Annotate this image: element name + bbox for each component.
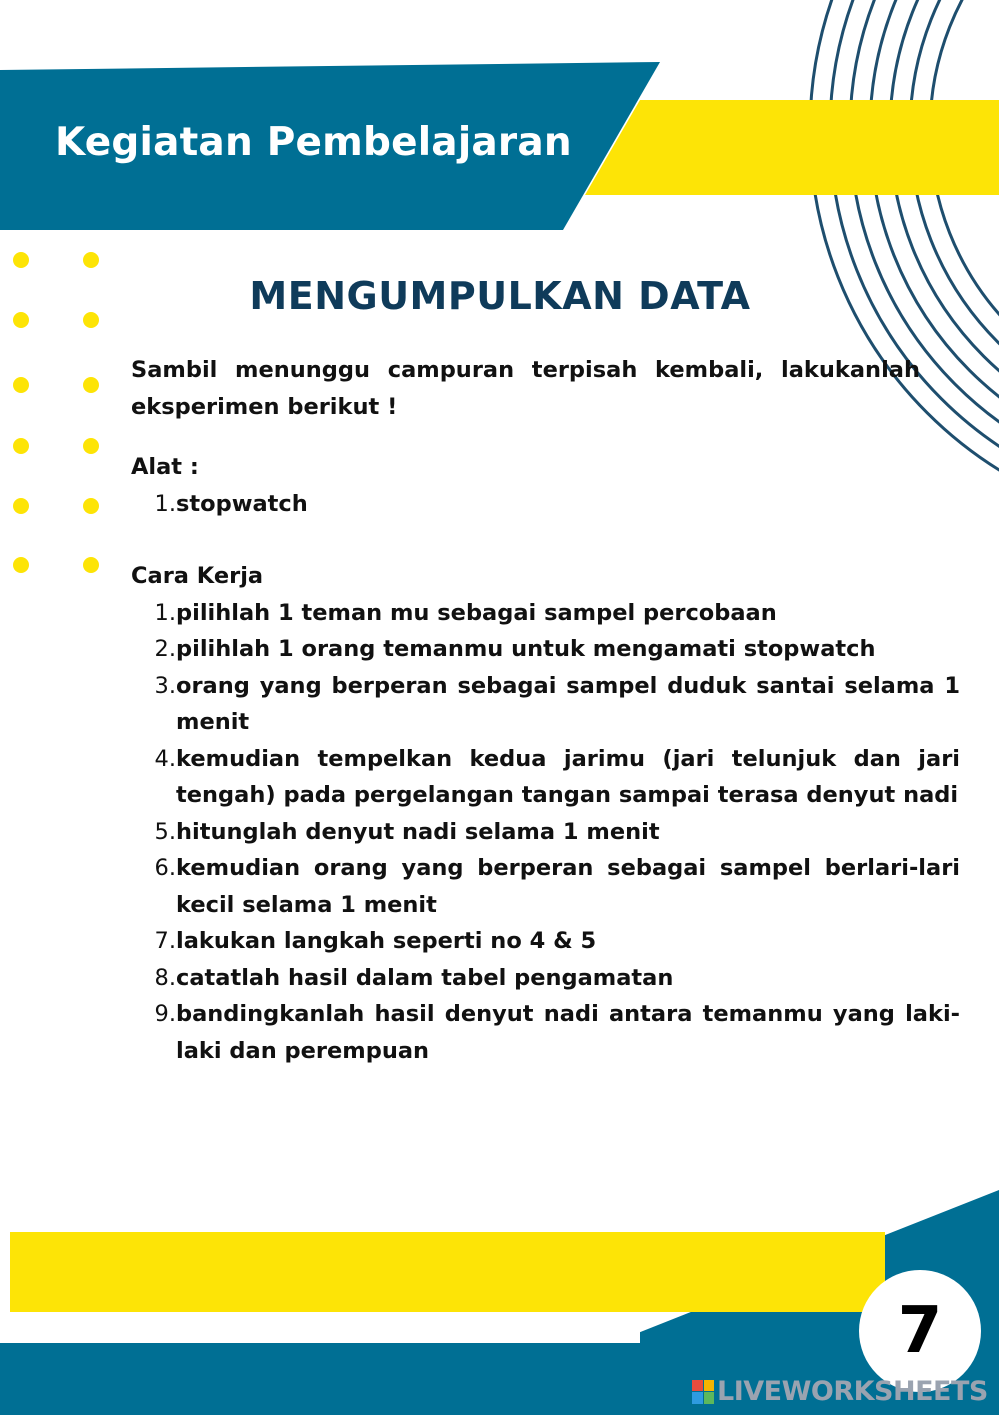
list-text: hitunglah denyut nadi selama 1 menit — [176, 818, 660, 845]
list-number: 5. — [154, 818, 176, 845]
list-item — [131, 960, 960, 997]
list-number: 6. — [154, 855, 176, 881]
list-item — [131, 923, 960, 960]
list-text: pilihlah 1 orang temanmu untuk mengamati stopwatch — [176, 636, 876, 662]
list-text: pilihlah 1 teman mu sebagai sampel percobaan — [176, 599, 777, 626]
list-text: stopwatch — [176, 490, 308, 517]
list-text: lakukan langkah seperti no 4 & 5 — [176, 928, 597, 954]
list-text: kemudian tempelkan kedua jarimu (jari telunjuk dan jari tengah) pada pergelangan tangan sampai terasa denyut nadi — [176, 745, 960, 808]
list-number: 9. — [154, 1001, 176, 1027]
section-title: MENGUMPULKAN DATA — [249, 274, 751, 318]
list-item — [131, 741, 960, 814]
liveworksheets-watermark — [692, 1376, 988, 1407]
header-title: Kegiatan Pembelajaran — [55, 120, 572, 165]
alat-list — [131, 486, 960, 523]
liveworksheets-logo-icon — [692, 1380, 714, 1404]
list-number: 1. — [154, 599, 176, 626]
list-item — [131, 668, 960, 741]
list-item — [131, 850, 960, 923]
cara-kerja-heading: Cara Kerja — [131, 563, 264, 589]
list-number: 1. — [154, 490, 176, 517]
list-number: 7. — [154, 928, 176, 954]
page-number: 7 — [897, 1294, 943, 1368]
list-text: orang yang berperan sebagai sampel duduk santai selama 1 menit — [176, 672, 960, 735]
list-item — [131, 631, 960, 668]
list-number: 4. — [154, 745, 176, 772]
footer-yellow-bar — [10, 1232, 885, 1312]
list-item — [131, 996, 960, 1069]
footer-white-band — [0, 1312, 640, 1343]
worksheet-content — [131, 352, 960, 1069]
alat-heading: Alat : — [131, 454, 199, 480]
list-item — [131, 486, 960, 523]
list-number: 3. — [154, 672, 176, 699]
header-yellow-bar — [585, 100, 999, 195]
intro-paragraph: Sambil menunggu campuran terpisah kembali, lakukanlah eksperimen berikut ! — [131, 357, 920, 420]
list-text: catatlah hasil dalam tabel pengamatan — [176, 964, 674, 991]
list-text: bandingkanlah hasil denyut nadi antara temanmu yang laki-laki dan perempuan — [176, 1001, 960, 1064]
list-item — [131, 595, 960, 632]
list-number: 2. — [154, 636, 176, 662]
list-number: 8. — [154, 964, 176, 991]
dot-grid — [13, 252, 99, 573]
watermark-text: LIVEWORKSHEETS — [717, 1376, 988, 1407]
page-number-badge — [859, 1270, 981, 1392]
cara-kerja-list — [131, 595, 960, 1070]
list-text: kemudian orang yang berperan sebagai sampel berlari-lari kecil selama 1 menit — [176, 855, 960, 918]
list-item — [131, 814, 960, 851]
